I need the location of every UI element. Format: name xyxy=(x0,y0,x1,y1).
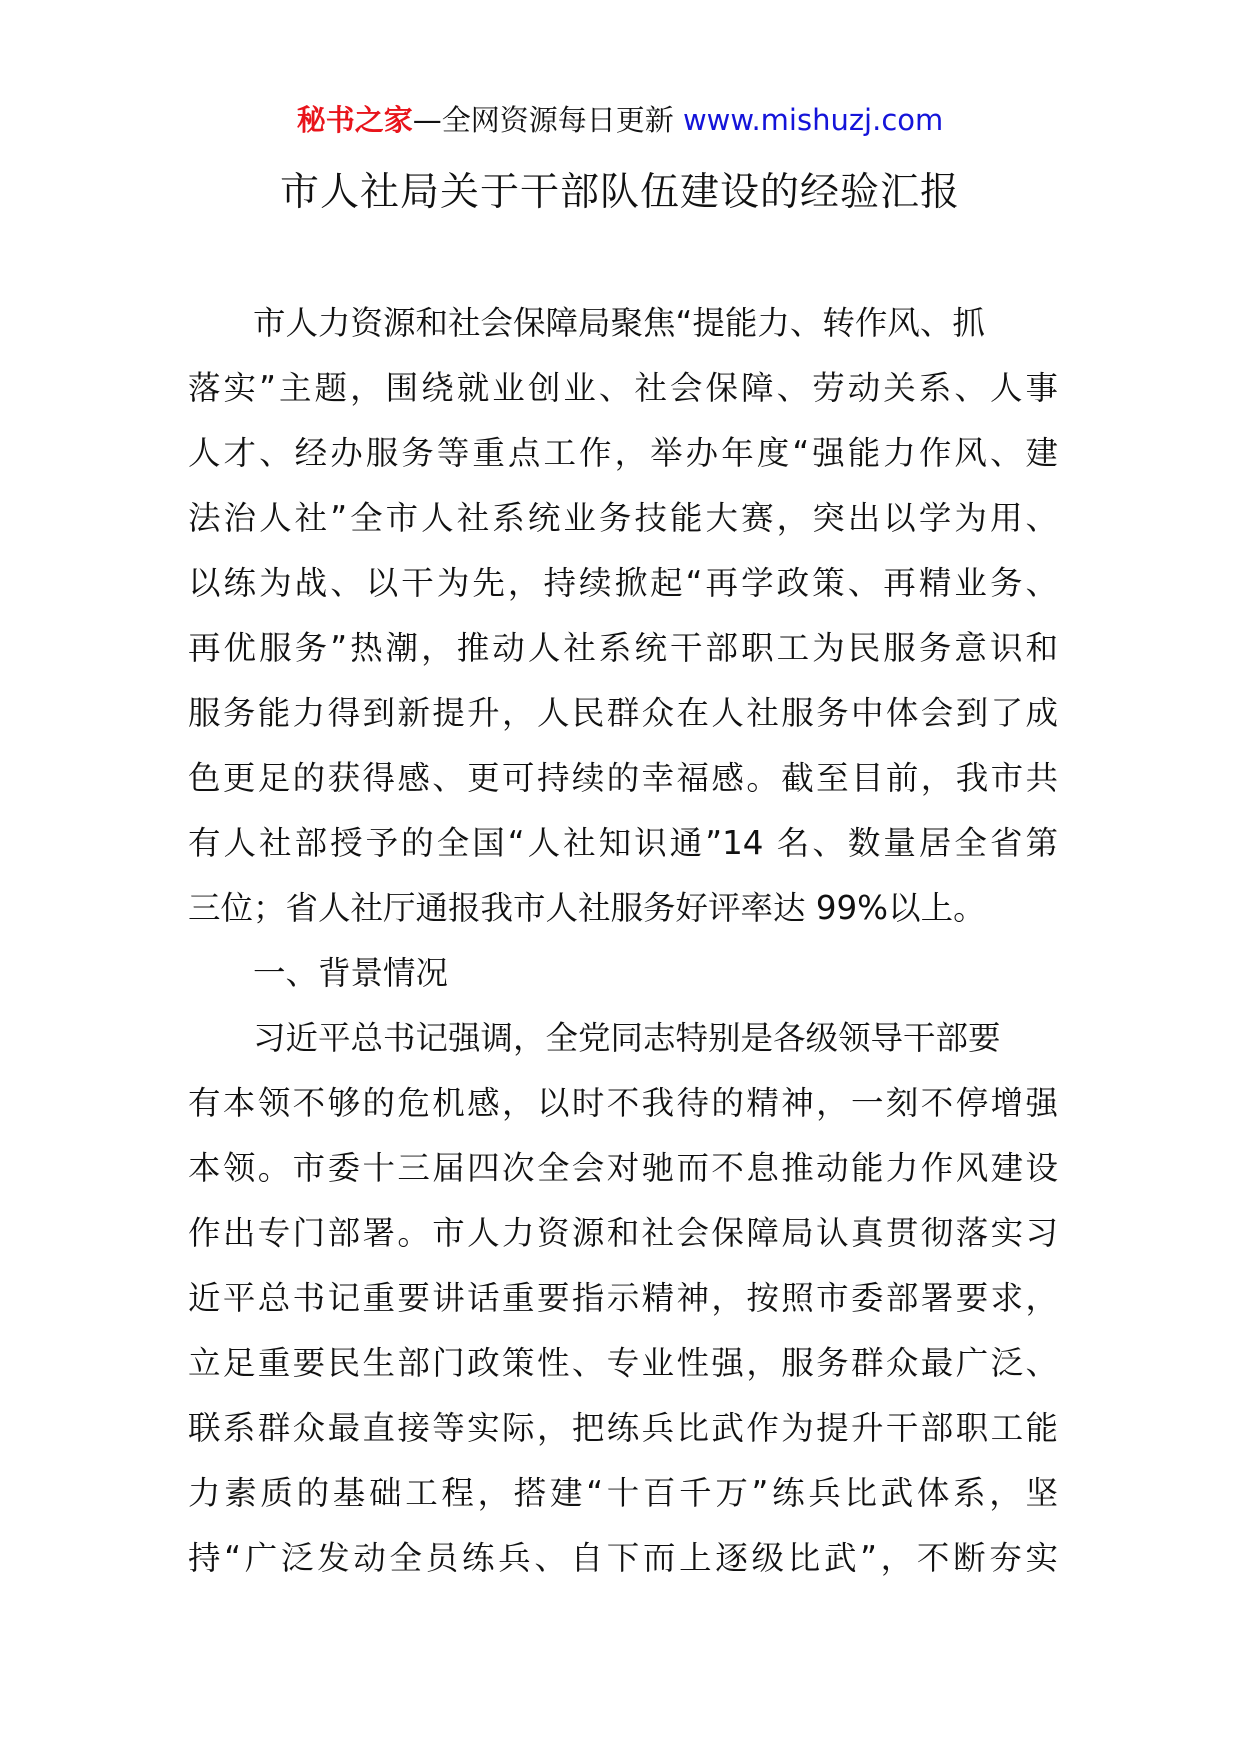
section-heading: 一、背景情况 xyxy=(253,954,449,992)
paragraph-line: 以练为战、以干为先，持续掀起“再学政策、再精业务、 xyxy=(188,564,1058,602)
site-header xyxy=(0,100,1240,140)
paragraph-line: 近平总书记重要讲话重要指示精神，按照市委部署要求， xyxy=(188,1279,1058,1317)
site-url-link[interactable]: www.mishuzj.com xyxy=(682,103,944,137)
paragraph-line: 法治人社”全市人社系统业务技能大赛，突出以学为用、 xyxy=(188,499,1058,537)
header-tagline: —全网资源每日更新 xyxy=(412,103,674,137)
paragraph-line: 服务能力得到新提升，人民群众在人社服务中体会到了成 xyxy=(188,694,1058,732)
paragraph-line: 立足重要民生部门政策性、专业性强，服务群众最广泛、 xyxy=(188,1344,1058,1382)
paragraph-line: 作出专门部署。市人力资源和社会保障局认真贯彻落实习 xyxy=(188,1214,1058,1252)
paragraph-line: 有人社部授予的全国“人社知识通”14 名、数量居全省第 xyxy=(188,824,1058,862)
paragraph-line: 市人力资源和社会保障局聚焦“提能力、转作风、抓 xyxy=(253,304,985,342)
paragraph-line: 持“广泛发动全员练兵、自下而上逐级比武”，不断夯实 xyxy=(188,1539,1058,1577)
paragraph-line: 落实”主题，围绕就业创业、社会保障、劳动关系、人事 xyxy=(188,369,1058,407)
paragraph-line: 本领。市委十三届四次全会对驰而不息推动能力作风建设 xyxy=(188,1149,1058,1187)
paragraph-line: 习近平总书记强调，全党同志特别是各级领导干部要 xyxy=(253,1019,1001,1057)
document-title: 市人社局关于干部队伍建设的经验汇报 xyxy=(279,170,960,215)
brand-name: 秘书之家 xyxy=(296,103,413,137)
paragraph-line: 色更足的获得感、更可持续的幸福感。截至目前，我市共 xyxy=(188,759,1058,797)
paragraph-line: 三位；省人社厅通报我市人社服务好评率达 99%以上。 xyxy=(188,889,986,927)
paragraph-line: 再优服务”热潮，推动人社系统干部职工为民服务意识和 xyxy=(188,629,1058,667)
paragraph-line: 力素质的基础工程，搭建“十百千万”练兵比武体系，坚 xyxy=(188,1474,1058,1512)
paragraph-line: 联系群众最直接等实际，把练兵比武作为提升干部职工能 xyxy=(188,1409,1058,1447)
paragraph-line: 有本领不够的危机感，以时不我待的精神，一刻不停增强 xyxy=(188,1084,1058,1122)
paragraph-line: 人才、经办服务等重点工作，举办年度“强能力作风、建 xyxy=(188,434,1058,472)
document-body xyxy=(188,291,1058,1591)
